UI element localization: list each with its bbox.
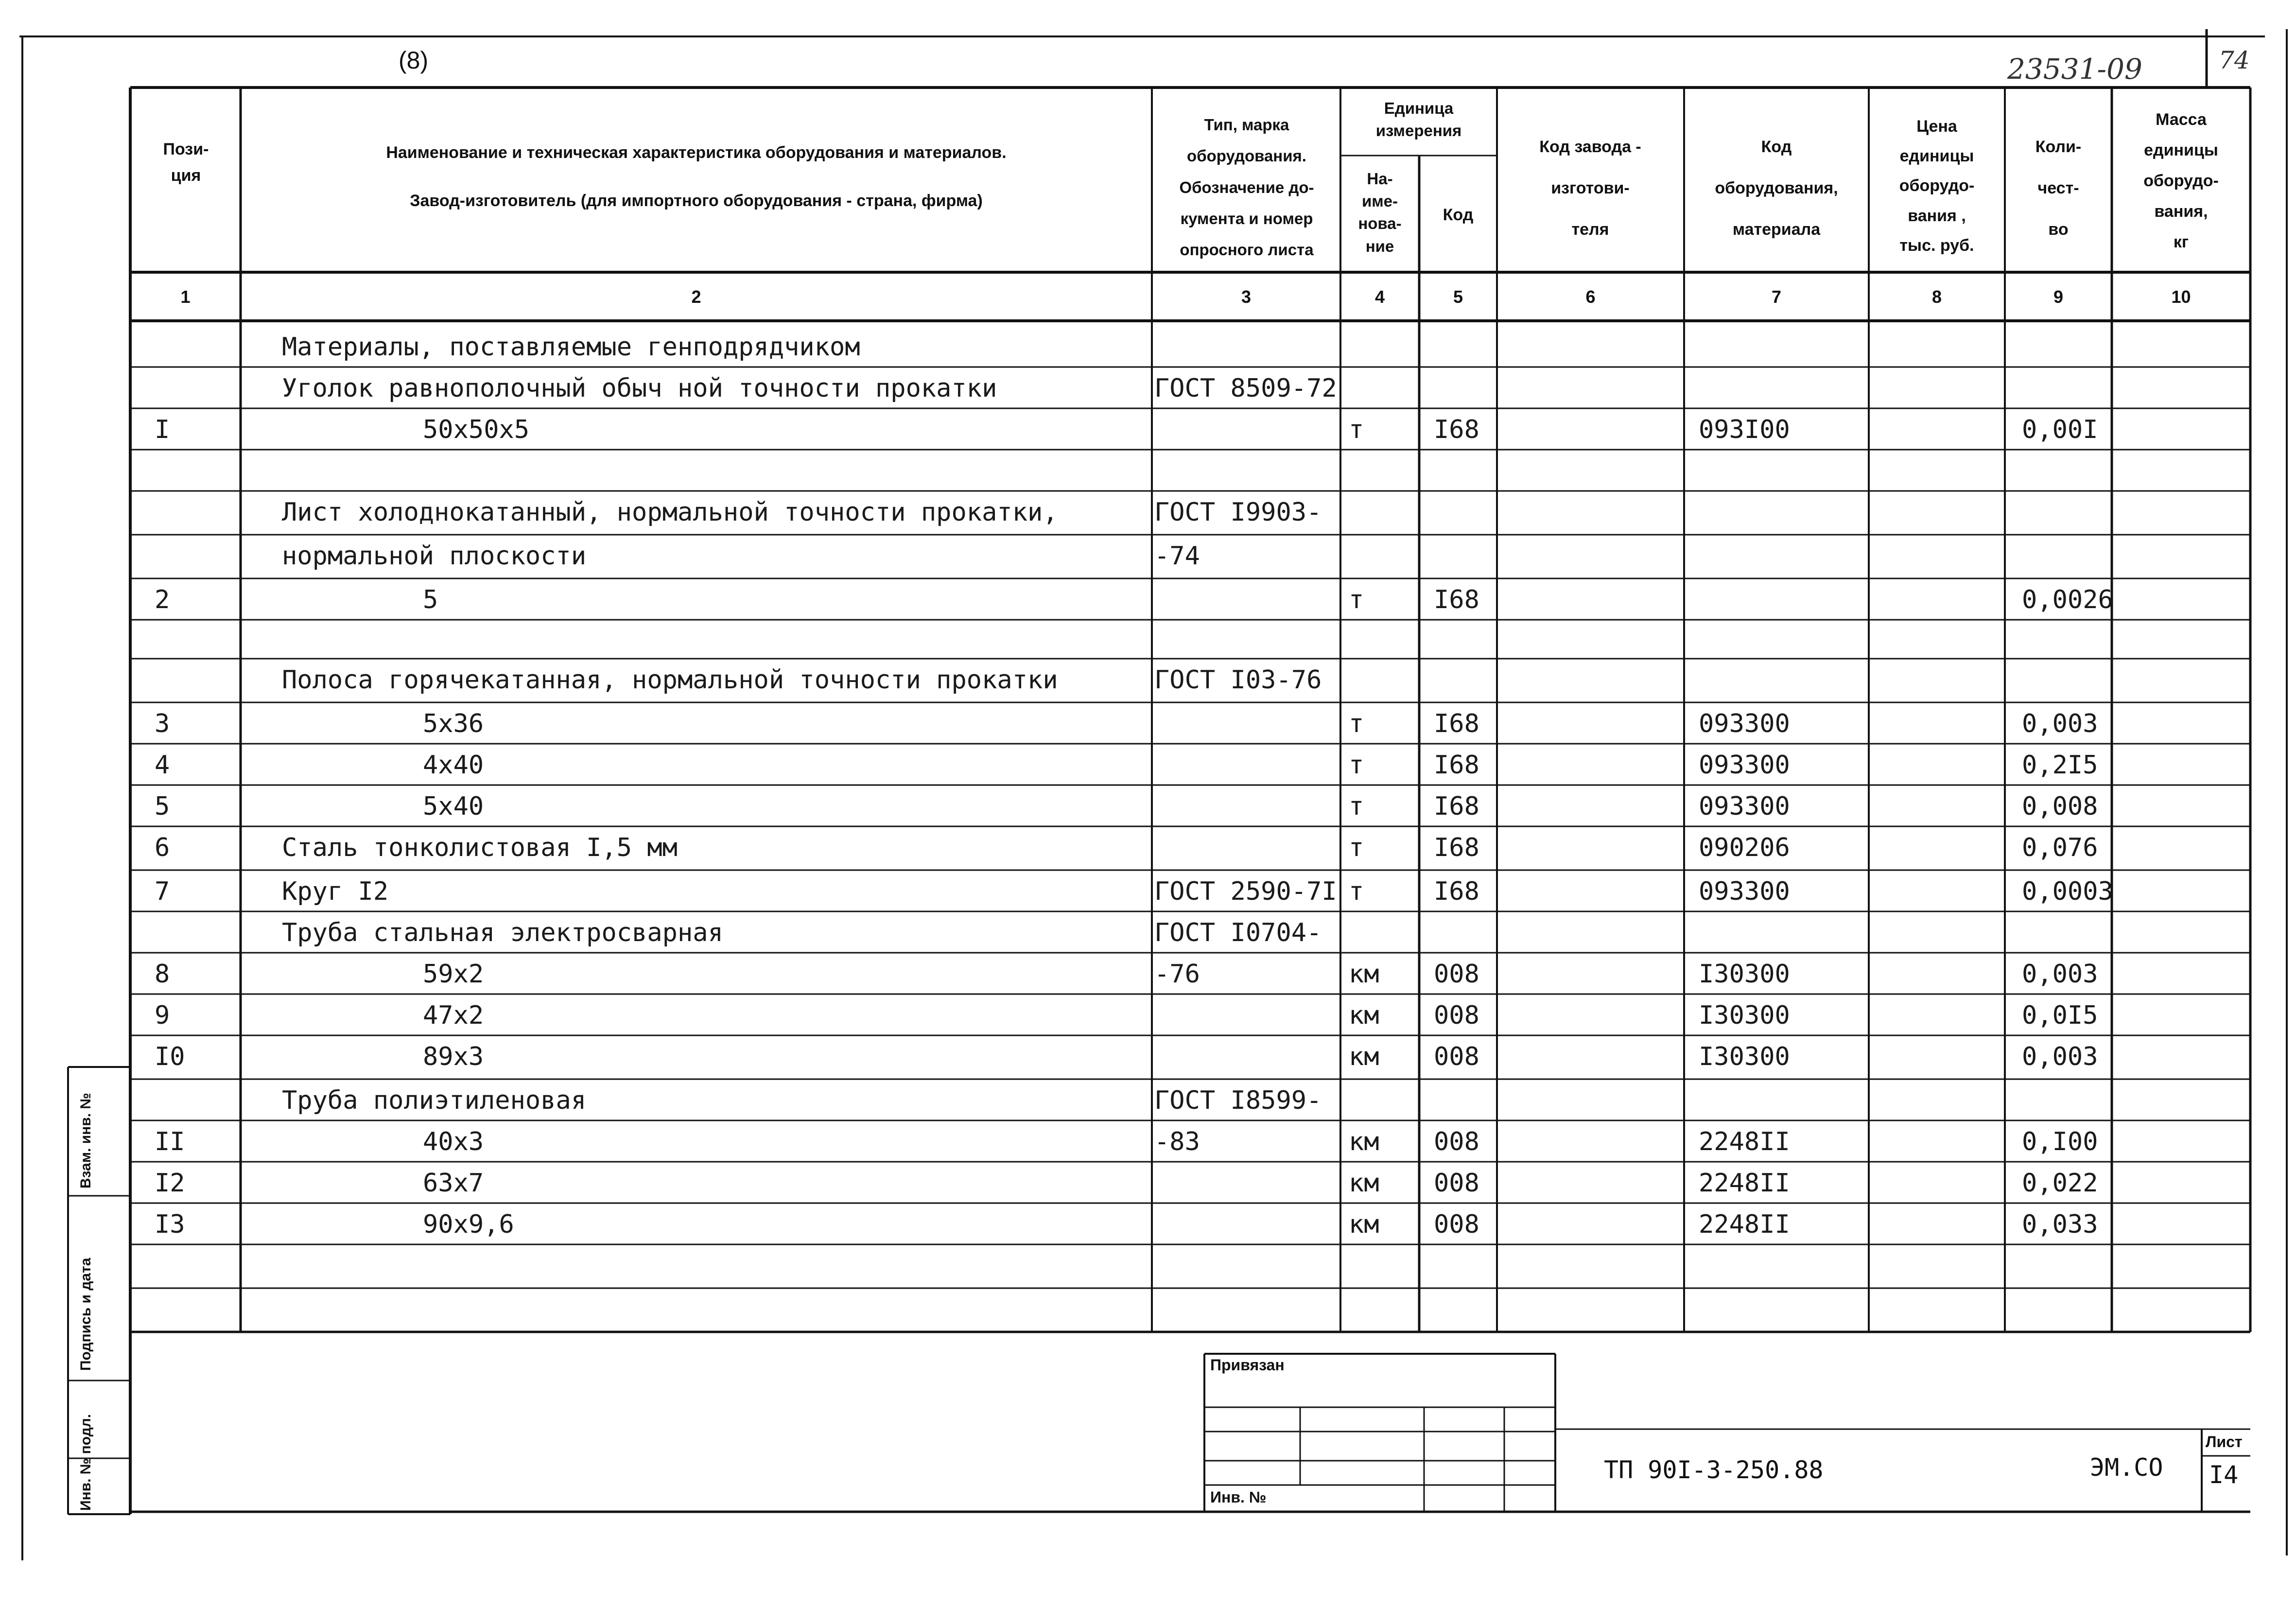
- row-unit-name: т: [1349, 833, 1364, 862]
- row-position: 3: [155, 709, 170, 738]
- inv-label: Инв. №: [1210, 1488, 1267, 1506]
- row-position: 4: [155, 751, 170, 780]
- row-unit-name: т: [1349, 792, 1364, 821]
- row-quantity: 0,0003: [2022, 877, 2113, 906]
- row-quantity: 0,003: [2022, 1042, 2098, 1071]
- column-number: 1: [180, 287, 191, 307]
- row-unit-code: 008: [1434, 1210, 1479, 1239]
- side-label-replaced-inv: Взам. инв. №: [78, 1093, 94, 1189]
- row-quantity: 0,076: [2022, 833, 2098, 862]
- row-name: 4x40: [423, 751, 484, 780]
- row-name: 47x2: [423, 1001, 484, 1030]
- row-name: Уголок равнополочный обыч ной точности прокатки: [282, 374, 997, 403]
- row-position: I2: [155, 1169, 185, 1198]
- column-number: 2: [691, 287, 701, 307]
- row-position: I3: [155, 1210, 185, 1239]
- row-position: 5: [155, 792, 170, 821]
- side-label-signature-date: Подпись и дата: [78, 1258, 94, 1371]
- row-unit-name: км: [1349, 1001, 1379, 1030]
- row-name: Лист холоднокатанный, нормальной точности прокатки,: [282, 498, 1058, 527]
- row-unit-code: I68: [1434, 792, 1479, 821]
- archive-number: 23531-09: [2007, 52, 2142, 86]
- row-name: Сталь тонколистовая I,5 мм: [282, 833, 678, 862]
- column-number: 10: [2171, 287, 2191, 307]
- header-unit-name: На- име- нова- ние: [1358, 170, 1402, 255]
- row-position: I0: [155, 1042, 185, 1071]
- row-material-code: 2248II: [1699, 1127, 1790, 1156]
- row-type-doc: ГОСТ I9903-: [1154, 498, 1322, 527]
- row-unit-code: 008: [1434, 960, 1479, 989]
- row-material-code: 090206: [1699, 833, 1790, 862]
- row-name: 59x2: [423, 960, 484, 989]
- sheet-number: I4: [2209, 1461, 2239, 1489]
- row-name: Труба стальная электросварная: [282, 918, 723, 947]
- row-name: 89x3: [423, 1042, 484, 1071]
- row-quantity: 0,022: [2022, 1169, 2098, 1198]
- row-quantity: 0,003: [2022, 960, 2098, 989]
- row-position: 7: [155, 877, 170, 906]
- header-price: Цена единицы оборудо- вания , тыс. руб.: [1899, 117, 1975, 255]
- row-type-doc: ГОСТ 2590-7I: [1154, 877, 1337, 906]
- row-name: нормальной плоскости: [282, 542, 587, 571]
- row-unit-name: т: [1349, 877, 1364, 906]
- row-unit-name: т: [1349, 751, 1364, 780]
- header-type: Тип, марка оборудования. Обозначение до- кумента и номер опросного листа: [1179, 116, 1314, 259]
- row-type-doc: -74: [1154, 542, 1200, 571]
- column-number: 6: [1585, 287, 1596, 307]
- row-unit-name: км: [1349, 1042, 1379, 1071]
- row-material-code: I30300: [1699, 1042, 1790, 1071]
- row-quantity: 0,033: [2022, 1210, 2098, 1239]
- row-type-doc: ГОСТ I03-76: [1154, 665, 1322, 695]
- row-unit-name: км: [1349, 1210, 1379, 1239]
- column-number: 9: [2053, 287, 2064, 307]
- row-unit-code: I68: [1434, 585, 1479, 614]
- row-material-code: 2248II: [1699, 1210, 1790, 1239]
- row-material-code: 093300: [1699, 709, 1790, 738]
- row-type-doc: -83: [1154, 1127, 1200, 1156]
- section-code: ЭМ.СО: [2090, 1453, 2163, 1482]
- row-position: 6: [155, 833, 170, 862]
- row-position: 2: [155, 585, 170, 614]
- row-name: Труба полиэтиленовая: [282, 1086, 587, 1115]
- header-quantity: Коли- чест- во: [2035, 138, 2082, 239]
- row-material-code: 2248II: [1699, 1169, 1790, 1198]
- row-type-doc: -76: [1154, 960, 1200, 989]
- header-position: Пози- ция: [163, 140, 209, 185]
- row-quantity: 0,003: [2022, 709, 2098, 738]
- row-material-code: I30300: [1699, 960, 1790, 989]
- row-name: 5x40: [423, 792, 484, 821]
- row-unit-name: т: [1349, 709, 1364, 738]
- row-quantity: 0,0I5: [2022, 1001, 2098, 1030]
- row-unit-name: т: [1349, 415, 1364, 444]
- row-unit-code: I68: [1434, 415, 1479, 444]
- document-code: ТП 90I-3-250.88: [1604, 1456, 1824, 1484]
- header-maker-code: Код завода - изготови- теля: [1539, 138, 1641, 239]
- column-number: 3: [1241, 287, 1252, 307]
- side-label-original-inv: Инв. № подл.: [78, 1414, 94, 1511]
- sheet-label: Лист: [2206, 1433, 2243, 1451]
- row-name: 5x36: [423, 709, 484, 738]
- row-unit-code: 008: [1434, 1169, 1479, 1198]
- row-name: 50x50x5: [423, 415, 530, 444]
- header-unit-group: Единица измерения: [1375, 99, 1462, 140]
- header-mass: Масса единицы оборудо- вания, кг: [2143, 110, 2219, 251]
- row-unit-code: 008: [1434, 1001, 1479, 1030]
- row-quantity: 0,2I5: [2022, 751, 2098, 780]
- row-name: 40x3: [423, 1127, 484, 1156]
- row-position: II: [155, 1127, 185, 1156]
- row-type-doc: ГОСТ I8599-: [1154, 1086, 1322, 1115]
- row-unit-code: 008: [1434, 1127, 1479, 1156]
- row-material-code: 093300: [1699, 792, 1790, 821]
- row-unit-code: I68: [1434, 833, 1479, 862]
- row-quantity: 0,I00: [2022, 1127, 2098, 1156]
- row-material-code: I30300: [1699, 1001, 1790, 1030]
- row-name: 90x9,6: [423, 1210, 514, 1239]
- row-material-code: 093I00: [1699, 415, 1790, 444]
- corner-number: 74: [2219, 46, 2250, 74]
- row-quantity: 0,00I: [2022, 415, 2098, 444]
- row-unit-code: I68: [1434, 751, 1479, 780]
- row-unit-code: 008: [1434, 1042, 1479, 1071]
- attached-label: Привязан: [1210, 1356, 1285, 1374]
- column-number: 5: [1453, 287, 1463, 307]
- column-number: 4: [1374, 287, 1385, 307]
- row-name: 63x7: [423, 1169, 484, 1198]
- row-position: 8: [155, 960, 170, 989]
- column-number: 8: [1931, 287, 1942, 307]
- row-name: Полоса горячекатанная, нормальной точности прокатки: [282, 665, 1058, 695]
- header-unit-code: Код: [1443, 206, 1474, 224]
- row-quantity: 0,008: [2022, 792, 2098, 821]
- page-marker: (8): [399, 47, 429, 74]
- row-name: Материалы, поставляемые генподрядчиком: [282, 332, 860, 362]
- row-unit-name: км: [1349, 960, 1379, 989]
- column-number: 7: [1771, 287, 1782, 307]
- row-name: 5: [423, 585, 438, 614]
- row-name: Круг I2: [282, 877, 389, 906]
- row-type-doc: ГОСТ I0704-: [1154, 918, 1322, 947]
- row-unit-code: I68: [1434, 709, 1479, 738]
- header-name: Наименование и техническая характеристика оборудования и материалов. Завод-изготовитель (для импортного оборудования - страна, фирма): [386, 143, 1007, 210]
- row-material-code: 093300: [1699, 751, 1790, 780]
- row-position: I: [155, 415, 170, 444]
- row-material-code: 093300: [1699, 877, 1790, 906]
- row-unit-code: I68: [1434, 877, 1479, 906]
- row-unit-name: т: [1349, 585, 1364, 614]
- row-type-doc: ГОСТ 8509-72: [1154, 374, 1337, 403]
- row-unit-name: км: [1349, 1127, 1379, 1156]
- row-quantity: 0,0026: [2022, 585, 2113, 614]
- row-unit-name: км: [1349, 1169, 1379, 1198]
- header-material-code: Код оборудования, материала: [1715, 138, 1838, 239]
- row-position: 9: [155, 1001, 170, 1030]
